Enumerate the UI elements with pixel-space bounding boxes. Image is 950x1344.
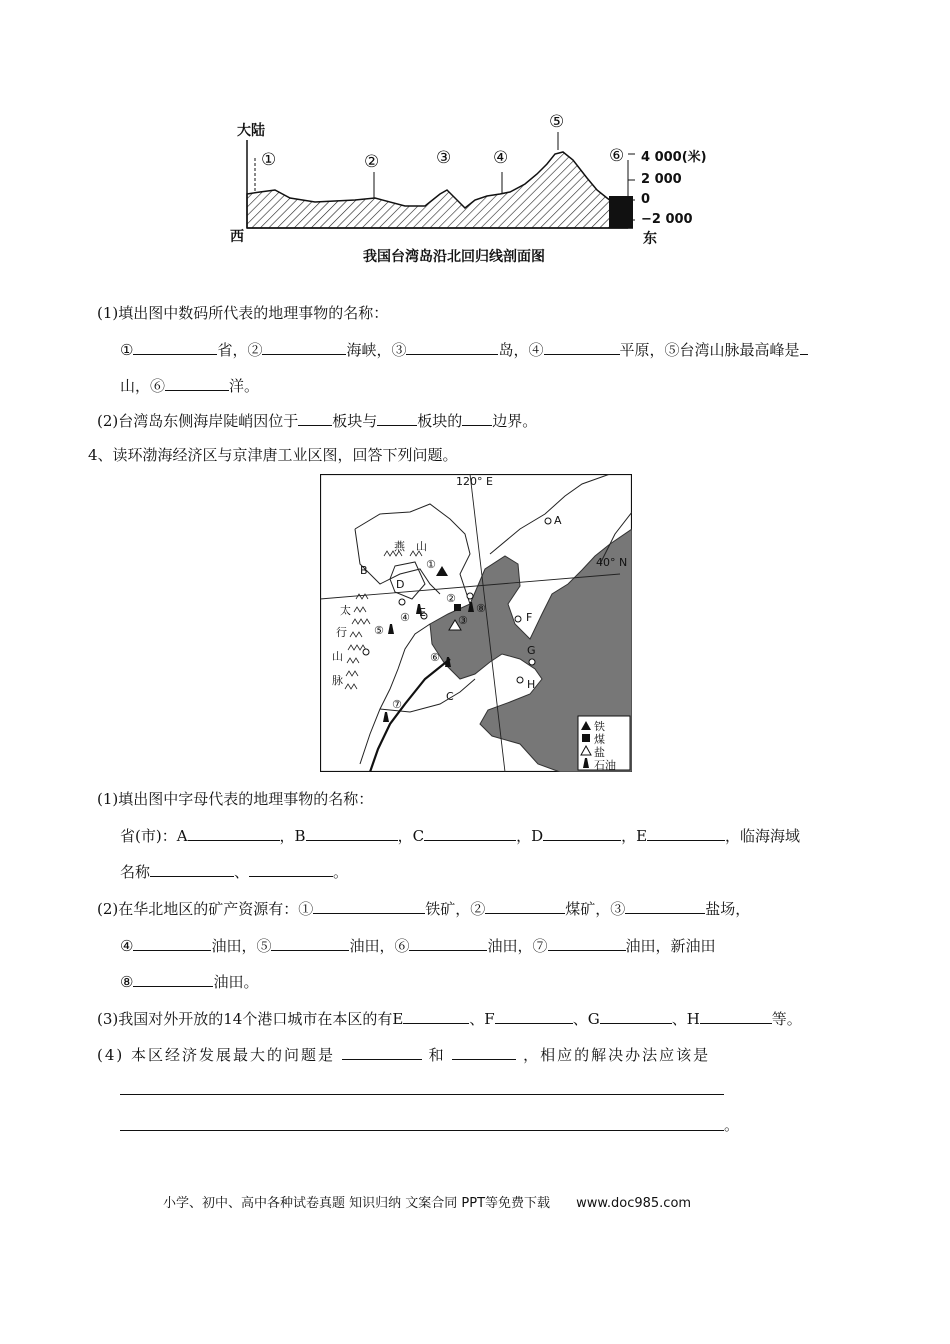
answer-line-1[interactable] <box>120 1094 724 1095</box>
profile-num-2: ② <box>364 152 380 172</box>
answer-blank[interactable] <box>543 824 621 841</box>
answer-blank[interactable] <box>249 860 333 877</box>
place-shan1: 山 <box>416 540 427 553</box>
q1-line1: ① 省，② 海峡，③ 岛，④ 平原，⑤台湾山脉最高峰是 <box>120 338 808 360</box>
place-shan2: 山 <box>332 650 343 663</box>
legend-salt: 盐 <box>594 746 605 759</box>
letter-B: B <box>360 564 368 577</box>
answer-blank[interactable] <box>548 934 626 951</box>
letter-G: G <box>527 644 536 657</box>
answer-blank[interactable] <box>188 824 280 841</box>
letter-C: C <box>446 690 454 703</box>
lon-label: 120° E <box>456 475 493 488</box>
answer-blank[interactable] <box>150 860 234 877</box>
letter-E: E <box>419 606 426 619</box>
footer-url[interactable]: www.doc985.com <box>576 1196 692 1211</box>
place-yan: 燕 <box>394 540 405 553</box>
answer-blank[interactable] <box>262 338 346 355</box>
bohai-map <box>320 474 632 772</box>
map-num-6: ⑥ <box>430 651 440 664</box>
answer-blank[interactable] <box>342 1043 422 1060</box>
place-tai: 太 <box>340 604 351 617</box>
q4-title: 4、读环渤海经济区与京津唐工业区图，回答下列问题。 <box>88 446 458 464</box>
map-num-1: ① <box>426 558 436 571</box>
profile-caption: 我国台湾岛沿北回归线剖面图 <box>363 249 545 265</box>
profile-num-1: ① <box>261 150 277 170</box>
answer-blank[interactable] <box>313 897 425 914</box>
answer-blank[interactable] <box>600 1007 672 1024</box>
answer-blank[interactable] <box>424 824 516 841</box>
scale-4000: 4 000(米) <box>641 150 707 165</box>
footer <box>163 1192 691 1211</box>
answer-blank[interactable] <box>625 897 705 914</box>
answer-blank[interactable] <box>544 338 620 355</box>
scale-2000: 2 000 <box>641 172 682 187</box>
mainland-label: 大陆 <box>237 123 265 139</box>
legend-iron: 铁 <box>594 720 605 733</box>
answer-blank[interactable] <box>700 1007 772 1024</box>
profile-num-6: ⑥ <box>609 146 625 166</box>
answer-blank[interactable] <box>495 1007 573 1024</box>
answer-blank[interactable] <box>377 409 417 426</box>
lat-label: 40° N <box>596 556 628 569</box>
q4-sub2-line1: (2)在华北地区的矿产资源有：① 铁矿，② 煤矿，③ 盐场， <box>97 897 750 919</box>
map-num-4: ④ <box>400 611 410 624</box>
answer-blank[interactable] <box>165 374 229 391</box>
scale-neg2000: −2 000 <box>641 212 693 227</box>
q1-title: (1)填出图中数码所代表的地理事物的名称： <box>97 304 389 322</box>
q4-sub2-line3: ⑧ 油田。 <box>120 970 258 992</box>
letter-A: A <box>554 514 562 527</box>
east-label: 东 <box>643 231 657 247</box>
q4-sub1-line1: 省(市)：A ，B ，C ，D ，E ，临海海域 <box>120 824 800 846</box>
footer-text: 小学、初中、高中各种试卷真题 知识归纳 文案合同 PPT等免费下载 <box>163 1196 551 1211</box>
answer-blank[interactable] <box>406 338 498 355</box>
letter-D: D <box>396 578 405 591</box>
q4-sub1-title: (1)填出图中字母代表的地理事物的名称： <box>97 790 374 808</box>
letter-H: H <box>527 678 536 691</box>
west-label: 西 <box>230 229 244 245</box>
legend-oil: 石油 <box>594 759 616 772</box>
place-mai: 脉 <box>332 674 343 687</box>
answer-blank[interactable] <box>462 409 492 426</box>
q2-line: (2)台湾岛东侧海岸陡峭因位于 板块与 板块的 边界。 <box>97 409 537 431</box>
q4-sub4-line: (4) 本区经济发展最大的问题是 和 ，相应的解决办法应该是 <box>97 1043 710 1065</box>
q4-sub1-line2: 名称 、 。 <box>120 860 348 882</box>
profile-num-5: ⑤ <box>549 112 565 132</box>
map-num-2: ② <box>446 592 456 605</box>
profile-num-4: ④ <box>493 148 509 168</box>
answer-blank[interactable] <box>409 934 487 951</box>
answer-blank[interactable] <box>485 897 565 914</box>
answer-line-2[interactable] <box>120 1130 724 1131</box>
map-num-3: ③ <box>458 614 468 627</box>
scale-0: 0 <box>641 192 651 207</box>
taiwan-profile-figure <box>225 110 725 270</box>
answer-blank[interactable] <box>271 934 349 951</box>
answer-blank[interactable] <box>133 970 213 987</box>
map-num-7: ⑦ <box>392 698 402 711</box>
answer-blank[interactable] <box>133 338 217 355</box>
letter-F: F <box>526 611 533 624</box>
answer-blank[interactable] <box>403 1007 469 1024</box>
legend-coal: 煤 <box>594 733 605 746</box>
answer-blank[interactable] <box>452 1043 516 1060</box>
map-num-5: ⑤ <box>374 624 384 637</box>
q4-sub2-line2: ④ 油田，⑤ 油田，⑥ 油田，⑦ 油田，新油田 <box>120 934 716 956</box>
map-num-8: ⑧ <box>476 602 486 615</box>
answer-blank[interactable] <box>800 338 808 355</box>
q4-sub3-line: (3)我国对外开放的14个港口城市在本区的有E 、F 、G 、H 等。 <box>97 1007 802 1029</box>
answer-blank[interactable] <box>647 824 725 841</box>
end-mark: 。 <box>724 1116 740 1134</box>
place-xing: 行 <box>336 626 347 639</box>
bohai-map-figure <box>320 474 632 772</box>
answer-blank[interactable] <box>133 934 211 951</box>
answer-blank[interactable] <box>298 409 332 426</box>
profile-num-3: ③ <box>436 148 452 168</box>
q1-line2: 山，⑥ 洋。 <box>120 374 259 396</box>
answer-blank[interactable] <box>306 824 398 841</box>
